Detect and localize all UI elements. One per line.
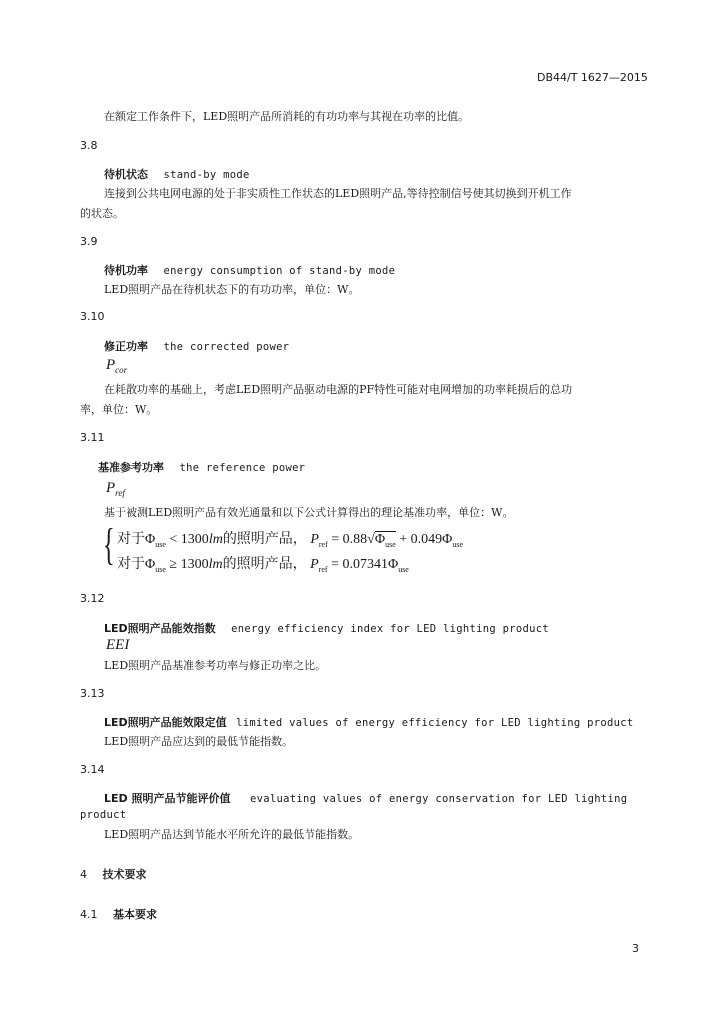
term-english: energy consumption of stand-by mode: [163, 265, 396, 277]
term-chinese: 待机状态: [104, 168, 148, 181]
term-english: stand-by mode: [163, 169, 250, 181]
section-number: 3.12: [80, 592, 105, 605]
term-chinese: 修正功率: [104, 340, 148, 353]
definition-text: LED照明产品应达到的最低节能指数。: [104, 735, 294, 748]
definition-text: 在耗散功率的基础上，考虑LED照明产品驱动电源的PF特性可能对电网增加的功率耗损后的总功: [104, 383, 573, 396]
definition-text: 率，单位：W。: [80, 403, 158, 416]
section-number: 3.8: [80, 139, 98, 152]
term-chinese: LED 照明产品节能评价值: [104, 792, 231, 805]
term-heading: [98, 459, 305, 475]
term-heading: [104, 620, 549, 636]
term-english: the corrected power: [163, 341, 290, 353]
term-heading: [104, 338, 289, 354]
term-symbol: $P_{cor}$: [106, 357, 128, 375]
section-number: 4: [80, 868, 87, 881]
document-code: DB44/T 1627—2015: [537, 71, 648, 84]
term-english-continued: product: [80, 809, 127, 821]
term-chinese: LED照明产品能效限定值: [104, 716, 227, 729]
section-number: 3.11: [80, 431, 105, 444]
section-number: 3.13: [80, 687, 105, 700]
term-english: limited values of energy efficiency for LED lighting product: [236, 717, 634, 729]
term-english: the reference power: [179, 462, 306, 474]
definition-text: 的状态。: [80, 207, 124, 220]
definition-text: LED照明产品基准参考功率与修正功率之比。: [104, 659, 327, 672]
section-number: 3.9: [80, 235, 98, 248]
term-chinese: 基准参考功率: [98, 461, 164, 474]
term-heading: [104, 714, 633, 730]
formula-line-2: 对于$\Phi_{use} \ge 1300lm$的照明产品， $P_{ref} = 0.07341\Phi_{use}$: [117, 557, 409, 574]
section-number: 4.1: [80, 908, 98, 921]
term-english: energy efficiency index for LED lighting product: [231, 623, 549, 635]
term-heading: [104, 262, 395, 278]
formula-line-1: 对于$\Phi_{use} < 1300lm$的照明产品， $P_{ref} = 0.88√\Phi_{use} + 0.049\Phi_{use}$: [117, 532, 464, 549]
formula-brace: {: [103, 520, 115, 569]
term-symbol: $P_{ref}$: [106, 480, 125, 498]
term-heading: [104, 790, 627, 806]
definition-text: 基于被测LED照明产品有效光通量和以下公式计算得出的理论基准功率，单位：W。: [104, 506, 514, 519]
section-heading: [80, 866, 147, 882]
term-english: evaluating values of energy conservation for LED lighting: [249, 793, 628, 805]
definition-text: LED照明产品在待机状态下的有功功率，单位：W。: [104, 283, 360, 296]
definition-text: 在额定工作条件下，LED照明产品所消耗的有功功率与其视在功率的比值。: [104, 110, 470, 123]
definition-text: LED照明产品达到节能水平所允许的最低节能指数。: [104, 828, 360, 841]
section-heading: [80, 906, 157, 922]
page-number: 3: [632, 942, 639, 955]
term-chinese: 待机功率: [104, 264, 148, 277]
section-number: 3.10: [80, 310, 105, 323]
section-title: 基本要求: [113, 908, 157, 921]
definition-text: 连接到公共电网电源的处于非实质性工作状态的LED照明产品,等待控制信号使其切换到开机工作: [104, 187, 572, 200]
term-heading: [104, 166, 250, 182]
section-title: 技术要求: [102, 868, 147, 881]
section-number: 3.14: [80, 763, 105, 776]
term-chinese: LED照明产品能效指数: [104, 622, 216, 635]
term-symbol: EEI: [106, 637, 130, 653]
